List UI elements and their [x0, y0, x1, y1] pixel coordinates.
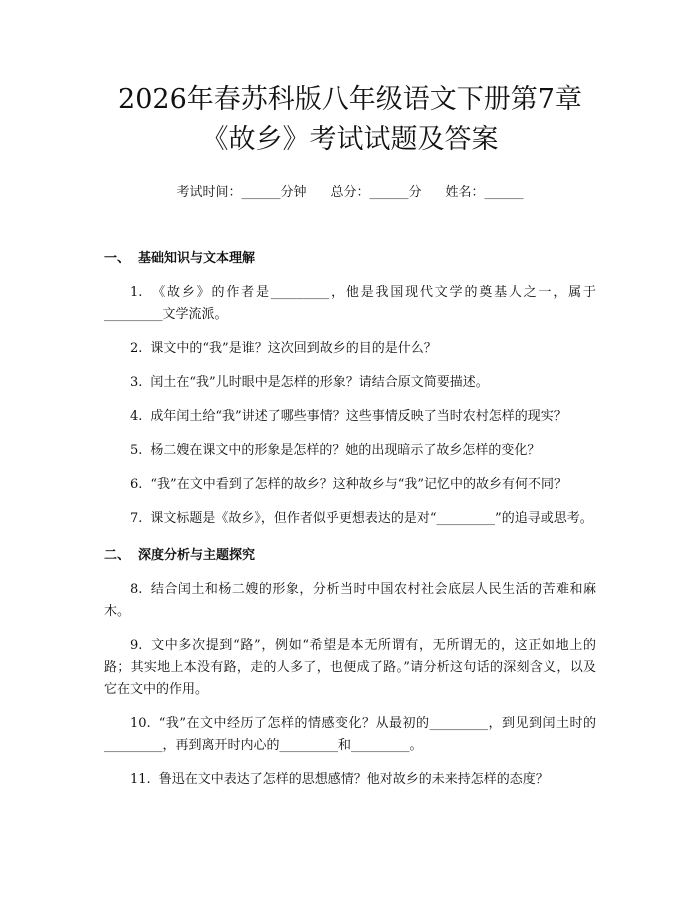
- question-item: [104, 406, 596, 428]
- section-heading-2: [104, 547, 596, 565]
- question-text: “我”在文中看到了怎样的故乡？这种故乡与“我”记忆中的故乡有何不同？: [150, 477, 567, 492]
- question-text: 鲁迅在文中表达了怎样的思想感情？他对故乡的未来持怎样的态度？: [158, 772, 549, 787]
- section-title: 基础知识与文本理解: [138, 251, 256, 266]
- question-number: 5.: [130, 443, 143, 458]
- question-text: “我”在文中经历了怎样的情感变化？从最初的_________，到见到闰土时的_________，再到离开时内心的_________和_________。: [104, 716, 596, 753]
- question-number: 1.: [130, 285, 143, 300]
- exam-meta: [104, 184, 596, 202]
- question-text: 课文中的“我”是谁？这次回到故乡的目的是什么？: [150, 341, 437, 356]
- question-number: 9.: [130, 638, 143, 653]
- section-number: 一、: [104, 251, 131, 266]
- question-number: 7.: [130, 511, 143, 526]
- question-item: [104, 579, 596, 623]
- question-text: 文中多次提到“路”，例如“希望是本无所谓有，无所谓无的，这正如地上的路；其实地上本没有路，走的人多了，也便成了路。”请分析这句话的深刻含义，以及它在文中的作用。: [104, 638, 596, 697]
- question-text: 《故乡》的作者是_________，他是我国现代文学的奠基人之一，属于_________文学流派。: [104, 285, 596, 322]
- question-item: [104, 440, 596, 462]
- section-heading-1: [104, 250, 596, 268]
- question-list-1: [104, 282, 596, 530]
- question-text: 结合闰土和杨二嫂的形象，分析当时中国农村社会底层人民生活的苦难和麻木。: [104, 582, 596, 619]
- question-item: [104, 769, 596, 791]
- question-number: 6.: [130, 477, 143, 492]
- exam-score: 总分：______分: [330, 185, 422, 200]
- question-number: 4.: [130, 409, 143, 424]
- question-number: 3.: [130, 375, 143, 390]
- question-text: 成年闰土给“我”讲述了哪些事情？这些事情反映了当时农村怎样的现实？: [150, 409, 567, 424]
- question-item: [104, 508, 596, 530]
- section-title: 深度分析与主题探究: [138, 548, 256, 563]
- question-item: [104, 338, 596, 360]
- question-text: 闰土在“我”儿时眼中是怎样的形象？请结合原文简要描述。: [150, 375, 489, 390]
- question-number: 11.: [130, 772, 151, 787]
- question-number: 10.: [130, 716, 151, 731]
- question-number: 8.: [130, 582, 143, 597]
- student-name: 姓名：______: [445, 185, 524, 200]
- question-item: [104, 635, 596, 701]
- question-text: 课文标题是《故乡》，但作者似乎更想表达的是对“_________”的追寻或思考。: [150, 511, 593, 526]
- question-text: 杨二嫂在课文中的形象是怎样的？她的出现暗示了故乡怎样的变化？: [150, 443, 541, 458]
- question-item: [104, 282, 596, 326]
- question-number: 2.: [130, 341, 143, 356]
- document-title: 2026年春苏科版八年级语文下册第7章《故乡》考试试题及答案: [118, 84, 582, 155]
- question-item: [104, 474, 596, 496]
- question-list-2: [104, 579, 596, 791]
- question-item: [104, 372, 596, 394]
- section-number: 二、: [104, 548, 131, 563]
- exam-time: 考试时间：______分钟: [176, 185, 307, 200]
- question-item: [104, 713, 596, 757]
